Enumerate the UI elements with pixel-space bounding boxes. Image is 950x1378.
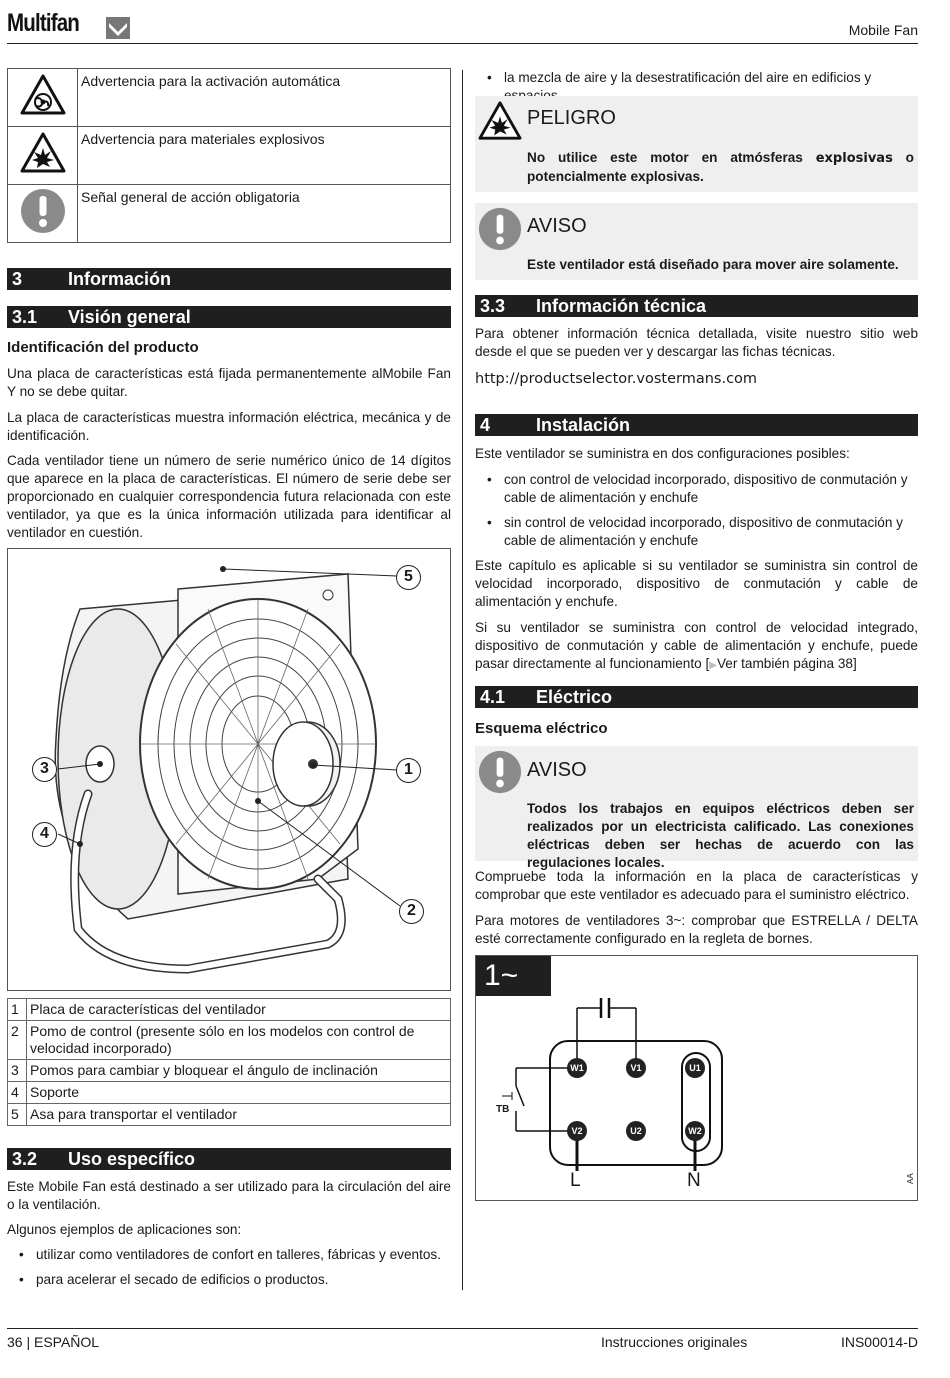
paragraph: La placa de características muestra información eléctrica, mecánica y de identificación. xyxy=(7,410,451,443)
danger-title: PELIGRO xyxy=(527,107,616,129)
symbol-row xyxy=(8,127,451,185)
notice-title: AVISO xyxy=(527,215,587,237)
notice-title: AVISO xyxy=(527,759,587,781)
automatic-activation-warning-icon xyxy=(19,73,67,117)
list-item: • utilizar como ventiladores de confort en talleres, fábricas y eventos. xyxy=(7,1246,451,1264)
cross-reference-link[interactable]: Ver también página 38 xyxy=(716,656,853,671)
paragraph: Para motores de ventiladores 3~: comprobar que ESTRELLA / DELTA esté correctamente configurado en la regleta de bornes. xyxy=(475,913,918,946)
paragraph: Una placa de características está fijada permanentemente alMobile Fan Y no se debe quitar. xyxy=(7,366,451,399)
list-item: • para acelerar el secado de edificios o productos. xyxy=(7,1271,451,1289)
table-row: 4 Soporte xyxy=(8,1082,451,1104)
terminal-label: V1 xyxy=(630,1063,642,1073)
configurations-list xyxy=(475,471,918,550)
list-item: • con control de velocidad incorporado, dispositivo de conmutación y cable de alimentación y enchufe xyxy=(475,471,918,507)
footer-rule xyxy=(7,1328,918,1329)
notice-box xyxy=(475,746,918,870)
table-row: 2 Pomo de control (presente sólo en los modelos con control de velocidad incorporado) xyxy=(8,1021,451,1060)
section-heading-4: 4 Instalación xyxy=(475,414,918,436)
section-heading-3-1: 3.1 Visión general xyxy=(7,306,451,328)
callout-5: 5 xyxy=(396,565,421,590)
mandatory-action-icon xyxy=(19,187,67,235)
section-heading-4-1: 4.1 Eléctrico xyxy=(475,686,918,708)
section-heading-3: 3 Información xyxy=(7,268,451,290)
symbol-description: Advertencia para la activación automática xyxy=(78,69,451,127)
callout-4: 4 xyxy=(32,822,57,847)
table-row: 3 Pomos para cambiar y bloquear el ángulo de inclinación xyxy=(8,1060,451,1082)
phase-label: 1~ xyxy=(476,956,551,996)
symbol-row xyxy=(8,185,451,243)
wiring-diagram-heading: Esquema eléctrico xyxy=(475,720,608,737)
section-heading-3-2: 3.2 Uso específico xyxy=(7,1148,451,1170)
explosive-warning-icon xyxy=(477,100,523,142)
symbol-row xyxy=(8,69,451,127)
danger-notice xyxy=(475,96,918,192)
notice-body: Todos los trabajos en equipos eléctricos deben ser realizados por un electricista calificado. Las conexiones eléctricas deben ser hechas de acuerdo con las regulaciones locales. xyxy=(527,801,914,870)
mandatory-action-icon xyxy=(477,749,523,795)
terminal-label: V2 xyxy=(571,1126,583,1136)
callout-2: 2 xyxy=(399,899,424,924)
brand-logo-mark-icon xyxy=(106,17,130,39)
paragraph: Cada ventilador tiene un número de serie numérico único de 14 dígitos que aparece en la placa de características. El número de serie debe ser proporcionado en cualquier correspondencia futura relacionada con este ventilador, ya que es la única información utilizada para identificar al ventilador en cuestión. xyxy=(7,453,451,540)
paragraph: Si su ventilador se suministra con control de velocidad integrado, dispositivo de conmutación y cable de alimentación y enchufe, puede pasar directamente al funcionamiento [▶Ver también página 38] xyxy=(475,620,918,671)
symbol-description: Señal general de acción obligatoria xyxy=(78,185,451,243)
line-label: L xyxy=(570,1170,581,1191)
header-rule xyxy=(7,43,918,44)
column-divider xyxy=(462,70,463,1290)
applications-list xyxy=(7,1246,451,1289)
danger-body: No utilice este motor en atmósferas explosivas o potencialmente explosivas. xyxy=(527,150,914,184)
link-arrow-icon: ▶ xyxy=(709,660,717,671)
table-row: 1 Placa de características del ventilador xyxy=(8,999,451,1021)
paragraph: Este ventilador se suministra en dos configuraciones posibles: xyxy=(475,446,850,461)
symbols-table xyxy=(7,68,451,243)
footer-center: Instrucciones originales xyxy=(601,1334,748,1350)
callout-3: 3 xyxy=(32,757,57,782)
mobile-fan-drawing xyxy=(8,549,450,990)
paragraph: Compruebe toda la información en la placa de características y comprobar que este ventilador es adecuado para el suministro eléctrico. xyxy=(475,869,918,902)
mandatory-action-icon xyxy=(477,206,523,252)
paragraph: Algunos ejemplos de aplicaciones son: xyxy=(7,1222,242,1237)
callout-1: 1 xyxy=(396,758,421,783)
terminal-label: W2 xyxy=(688,1126,702,1136)
notice-box xyxy=(475,203,918,280)
table-row: 5 Asa para transportar el ventilador xyxy=(8,1104,451,1126)
figure-legend-table xyxy=(7,998,451,1126)
section-heading-3-3: 3.3 Información técnica xyxy=(475,295,918,317)
neutral-label: N xyxy=(687,1170,701,1191)
notice-body: Este ventilador está diseñado para mover aire solamente. xyxy=(527,257,899,272)
explosive-warning-icon xyxy=(19,131,67,175)
document-code: INS00014-D xyxy=(840,1334,918,1350)
page-number: 36 | ESPAÑOL xyxy=(7,1334,100,1350)
list-item: • la mezcla de aire y la desestratificación del aire en edificios y xyxy=(475,69,918,105)
document-title: Mobile Fan xyxy=(848,22,918,38)
terminal-label: U1 xyxy=(689,1063,701,1073)
drawing-code: AA xyxy=(906,1173,915,1184)
wiring-diagram xyxy=(475,955,918,1201)
paragraph: Este capítulo es aplicable si su ventilador se suministra sin control de velocidad incorporado, dispositivo de conmutación y cable de alimentación y enchufe. xyxy=(475,558,918,609)
website-link[interactable]: http://productselector.vostermans.com xyxy=(475,371,758,387)
product-identification-heading: Identificación del producto xyxy=(7,339,199,356)
brand-logo: Multifan xyxy=(7,9,80,37)
paragraph: Este Mobile Fan está destinado a ser utilizado para la circulación del aire o la ventilación. xyxy=(7,1179,451,1212)
list-item: • sin control de velocidad incorporado, dispositivo de conmutación y cable de alimentación y enchufe xyxy=(475,514,918,550)
symbol-description: Advertencia para materiales explosivos xyxy=(78,127,451,185)
thermal-switch-label: TB xyxy=(496,1104,510,1115)
terminal-label: W1 xyxy=(570,1063,584,1073)
terminal-label: U2 xyxy=(630,1126,642,1136)
paragraph: Para obtener información técnica detallada, visite nuestro sitio web desde el que se pueden ver y descargar las fichas técnicas. xyxy=(475,326,918,359)
fan-illustration xyxy=(7,548,451,991)
wiring-schematic xyxy=(476,956,917,1200)
